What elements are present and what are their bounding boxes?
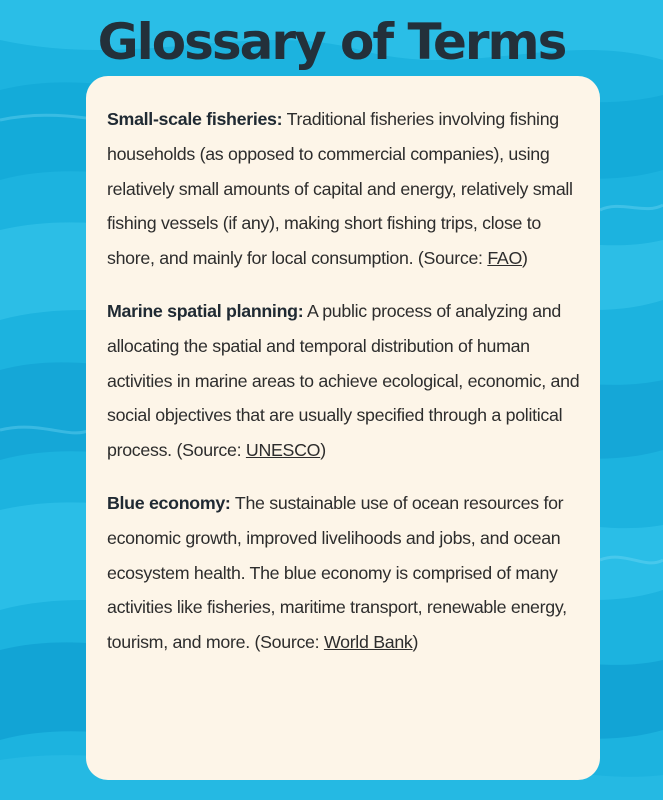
- source-prefix: (Source:: [176, 440, 242, 461]
- source-suffix: ): [320, 440, 326, 461]
- source-prefix: (Source:: [254, 632, 320, 653]
- source-link-unesco[interactable]: UNESCO: [245, 440, 321, 461]
- term-definition: Traditional fisheries involving fishing households (as opposed to commercial companies), using relatively small amounts of capital and energy, relatively small fishing vessels (if any), making short fishing trips, close to shore, and mainly for local consumption.: [107, 109, 573, 269]
- page-title: Glossary of Terms: [97, 13, 566, 71]
- glossary-entry-blue-economy: [107, 486, 582, 660]
- term-definition: A public process of analyzing and allocating the spatial and temporal distribution of human activities in marine areas to achieve ecological, economic, and social objectives that are usually specified through a political process.: [107, 300, 580, 461]
- source-prefix: (Source:: [417, 248, 483, 269]
- source-suffix: ): [412, 632, 419, 653]
- term-label: Marine spatial planning:: [107, 300, 304, 321]
- source-link-world-bank[interactable]: World Bank: [323, 632, 413, 653]
- term-definition: The sustainable use of ocean resources for economic growth, improved livelihoods and jobs, and ocean ecosystem health. The blue economy is comprised of many activities like fisheries, maritime transport, renewable energy, tourism, and more.: [107, 492, 567, 653]
- glossary-card: [86, 76, 600, 780]
- glossary-entry-marine-spatial-planning: [107, 294, 582, 468]
- source-link-fao[interactable]: FAO: [487, 248, 523, 269]
- source-suffix: ): [522, 248, 528, 269]
- glossary-entry-small-scale-fisheries: [107, 102, 582, 276]
- term-label: Blue economy:: [107, 492, 231, 513]
- term-label: Small-scale fisheries:: [107, 109, 283, 129]
